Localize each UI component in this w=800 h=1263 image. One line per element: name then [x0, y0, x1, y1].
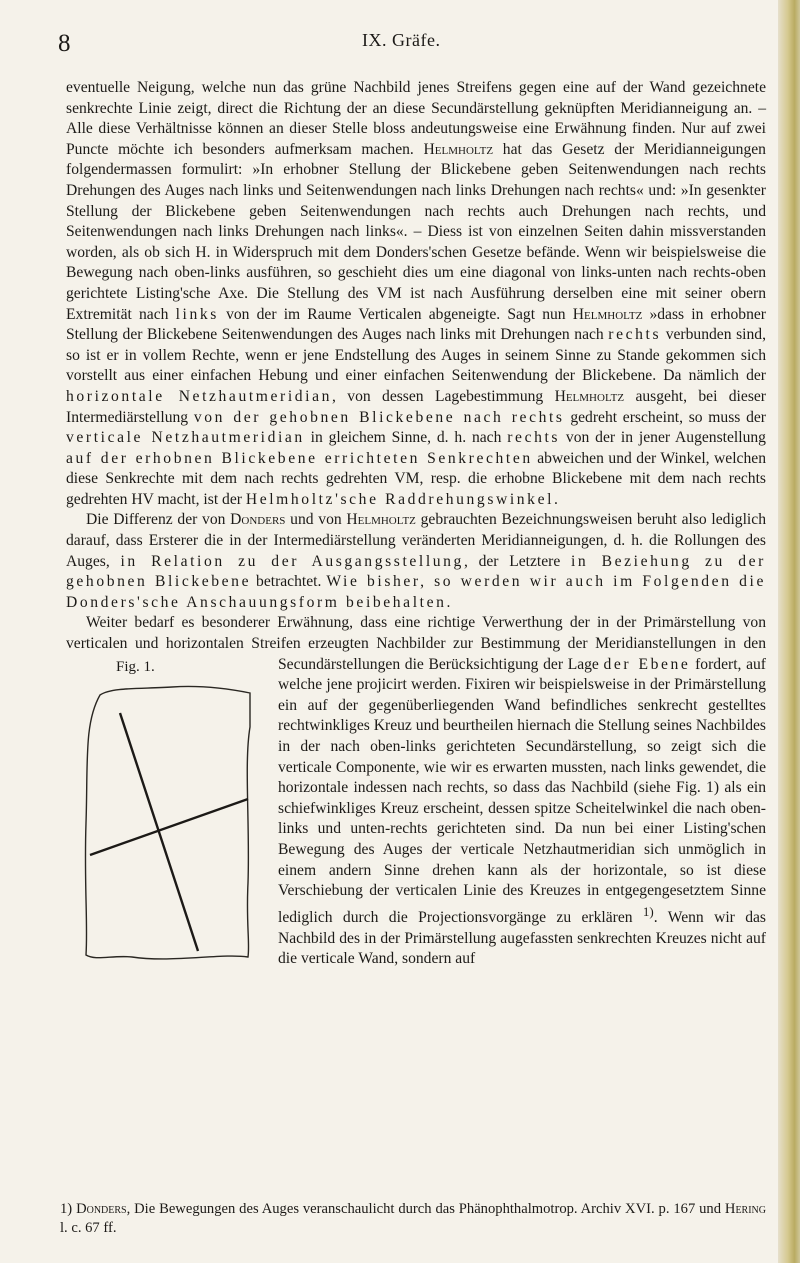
- page-number: 8: [58, 30, 71, 57]
- author-name: Helmholtz: [346, 511, 416, 529]
- cross-horizontal-line: [90, 799, 248, 855]
- oblique-cross-figure: [72, 683, 262, 965]
- cross-vertical-line: [120, 713, 198, 951]
- text-run: .: [446, 593, 451, 611]
- paragraph: [66, 78, 766, 510]
- emphasis: rechts: [507, 429, 561, 447]
- text-run: , der Letztere: [463, 552, 571, 570]
- footnote-marker: 1): [60, 1201, 73, 1217]
- figure-1: [66, 657, 266, 969]
- text-run: »dass in erhobner Stellung der Blickebene Seitenwendungen des Auges nach links mit Drehungen nach: [66, 305, 766, 344]
- emphasis: Wie bisher, so werden wir auch im Folgenden die Donders'sche Anschauungsform beibehalten: [66, 573, 766, 611]
- author-name: Helmholtz: [572, 305, 643, 323]
- author-name: Helmholtz: [423, 140, 494, 158]
- text-run: , von dessen Lagebestimmung: [332, 387, 555, 405]
- text-run: Die Differenz der von: [86, 511, 231, 529]
- footnote-ref: 1): [642, 903, 654, 919]
- figure-label: Fig. 1.: [116, 658, 155, 675]
- text-run: in gleichem Sinne, d. h. nach: [304, 429, 508, 447]
- footnote: [60, 1200, 766, 1238]
- emphasis: rechts: [608, 326, 662, 344]
- footnote-text: , Die Bewegungen des Auges veranschaulicht durch das Phänophthalmotrop. Archiv XVI. p. 167 und: [126, 1201, 725, 1217]
- emphasis: horizontale Netzhautmeridian: [66, 387, 333, 405]
- body-text: [66, 78, 766, 971]
- author-name: Helmholtz: [554, 387, 625, 405]
- text-run: . Wenn wir das Nachbild des in der Primärstellung augefassten senkrechten Kreuzes nicht auf die verticale Wand, sondern auf: [278, 908, 766, 968]
- emphasis: verticale Netzhautmeridian: [66, 429, 305, 447]
- text-run: eventuelle Neigung, welche nun das grüne Nachbild jenes Streifens gegen eine auf der Wand gezeichnete senkrechte Linie zeigt, direct die Richtung der an diese Secundärstellung geknüpften Meridianneigung an. – Alle diese Verhältnisse können an dieser Stelle bloss andeutungsweise eine Erwähnung finden. Nur auf zwei Puncte möchte ich besonders aufmerksam machen.: [66, 79, 766, 158]
- text-run: von der im Raume Verticalen abgeneigte. Sagt nun: [218, 305, 573, 323]
- page-edge: [778, 0, 800, 1263]
- text-run: hat das Gesetz der Meridianneigungen folgendermassen formulirt: »In erhobner Stellung der Blickebene geben Seitenwendungen nach rechts Drehungen des Auges nach links und Seitenwendungen nach links Drehungen nach rechts« und: »In gesenkter Stellung der Blickebene geben Seitenwendungen nach rechts auch Drehungen nach rechts, und Seitenwendungen nach links Drehungen nach links«. – Diess ist von einzelnen Seiten dahin missverstanden worden, als ob sich H. in Widerspruch mit dem Donders'schen Gesetze befände. Wenn wir beispielsweise die Bewegung nach oben-links ausführen, so geschieht dies um eine diagonal von links-unten nach rechts-oben gerichtete Listing'sche Axe. Die Stellung des VM ist nach Ausführung derselben eine mit seiner obern Extremität nach: [66, 140, 766, 323]
- text-run: .: [554, 490, 558, 508]
- text-run: gebrauchten Bezeichnungsweisen beruht also lediglich darauf, dass Ersterer die in der Intermediärstellung veränderten Meridianneigungen, d. h. die Rollungen des Auges,: [66, 511, 766, 570]
- figure-frame: [85, 686, 250, 959]
- text-run: und von: [285, 511, 347, 529]
- text-run: verbunden sind, so ist er in vollem Rechte, wenn er jene Endstellung des Auges in seinem Sinne zu Stande gekommen sich vorstellt aus einer einfachen Hebung und einer einfachen Seitenwendung der Blickebene. Da nämlich der: [66, 326, 766, 385]
- footnote-author: Donders: [76, 1201, 127, 1217]
- emphasis: der Ebene: [603, 655, 691, 673]
- text-run: ausgeht, bei dieser Intermediärstellung: [66, 387, 766, 426]
- emphasis: in Beziehung zu der gehobnen Blickebene: [66, 552, 766, 591]
- emphasis: auf der erhobnen Blickebene errichteten Senkrechten: [66, 449, 533, 467]
- text-run: betrachtet.: [251, 573, 327, 591]
- footnote-ref-author: Hering: [724, 1201, 766, 1217]
- emphasis: in Relation zu der Ausgangsstellung: [120, 552, 464, 570]
- emphasis: links: [175, 305, 219, 323]
- text-run: Weiter bedarf es besonderer Erwähnung, dass eine richtige Verwerthung der in der Primärstellung von verticalen und horizontalen Streifen erzeugten Nachbilder zur Bestimmung der Meridianstellungen in den Secundärstellungen die Berücksichtigung der Lage: [66, 614, 766, 673]
- author-name: Donders: [230, 511, 286, 529]
- emphasis: von der gehobnen Blickebene nach rechts: [193, 408, 565, 426]
- text-run: von der in jener Augenstellung: [560, 429, 766, 447]
- footnote-ref-text: l. c. 67 ff.: [60, 1220, 117, 1236]
- paragraph: [66, 510, 766, 613]
- paragraph: [66, 613, 766, 969]
- text-run: gedreht erscheint, so muss der: [564, 408, 766, 426]
- text-run: abweichen und der Winkel, welchen diese Senkrechte mit dem nach rechts gedrehten VM, resp. die erhobne Blickebene mit dem nach rechts gedrehten HV macht, ist der: [66, 449, 766, 508]
- text-run: fordert, auf welche jene projicirt werden. Fixiren wir beispielsweise in der Primärstellung ein auf der gegenüberliegenden Wand befindliches senkrecht gestelltes rechtwinkliges Kreuz und beurtheilen hiernach die Stellung seines Nachbildes in der nach oben-links gerichteten Secundärstellung, so zeigt sich die verticale Componente, wie wir es erwarten mussten, nach links gewendet, die horizontale indessen nach rechts, so dass das Nachbild (siehe Fig. 1) als ein schiefwinkliges Kreuz erscheint, dessen spitze Scheitelwinkel die nach oben-links und unten-rechts gerichteten sind. Da nun bei einer Listing'schen Bewegung des Auges der verticale Netzhautmeridian sich unmöglich in einem andern Sinne drehen kann als der horizontale, so ist diese Verschiebung der verticalen Linie des Kreuzes in entgegengesetztem Sinne lediglich durch die Projectionsvorgänge zu erklären: [278, 655, 766, 926]
- running-title: IX. Gräfe.: [362, 30, 441, 50]
- emphasis: Helmholtz'sche Raddrehungswinkel: [245, 490, 555, 508]
